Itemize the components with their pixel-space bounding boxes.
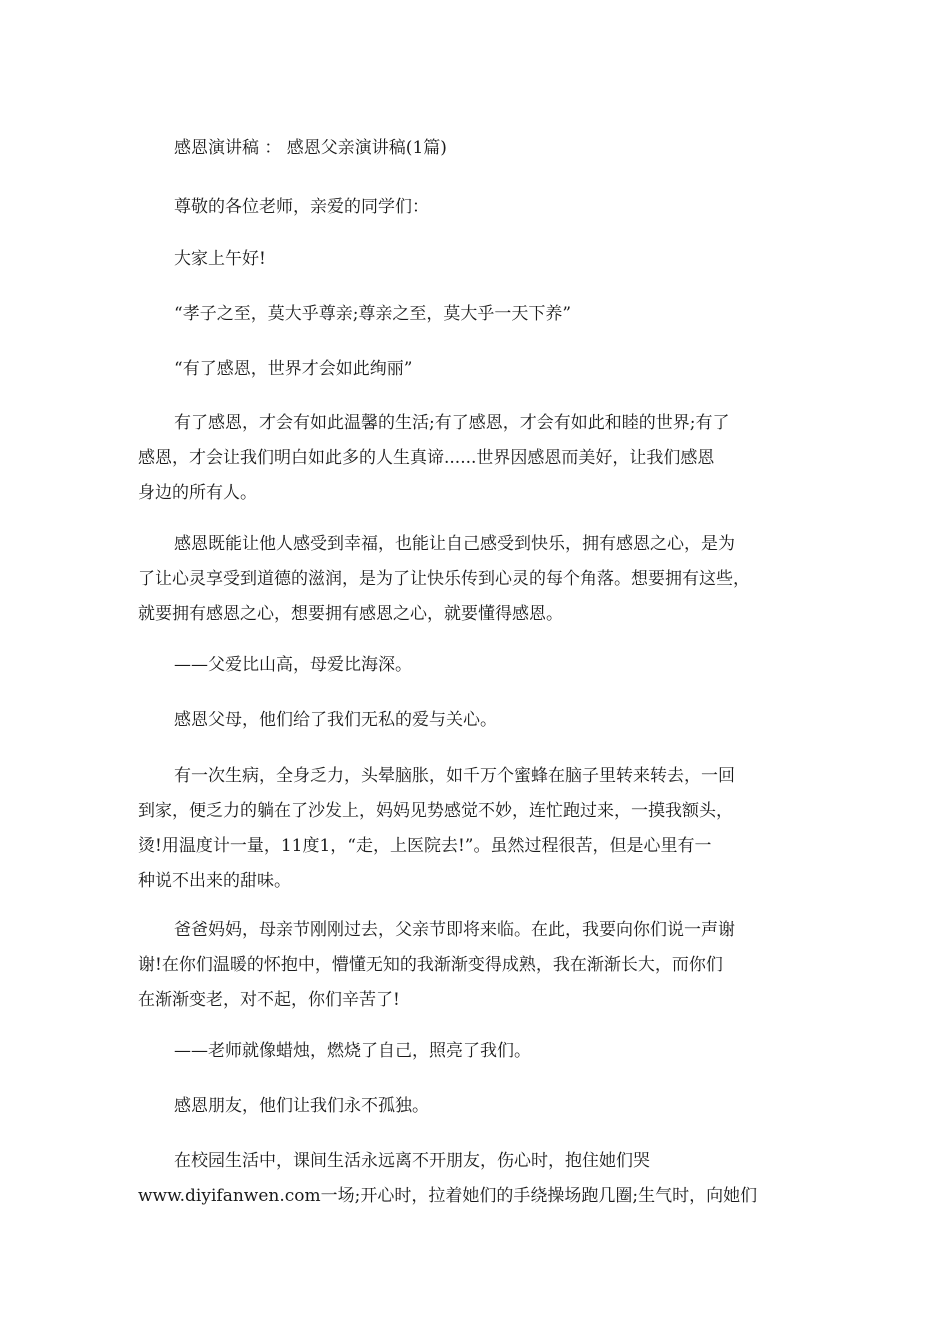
section-heading-teachers: ——老师就像蜡烛，燃烧了自己，照亮了我们。 <box>174 1041 531 1061</box>
paragraph-5-line: www.diyifanwen.com一场;开心时，拉着她们的手绕操场跑几圈;生气时，向她们 <box>138 1186 758 1206</box>
paragraph-3-line: 烫!用温度计一量，11度1，“走，上医院去!”。虽然过程很苦，但是心里有一 <box>138 836 712 856</box>
section-subtitle-parents: 感恩父母，他们给了我们无私的爱与关心。 <box>174 710 497 730</box>
paragraph-2-line: 感恩既能让他人感受到幸福，也能让自己感受到快乐，拥有感恩之心，是为 <box>174 534 735 554</box>
paragraph-2 <box>138 527 818 632</box>
paragraph-1 <box>138 406 818 511</box>
paragraph-1-line: 有了感恩，才会有如此温馨的生活;有了感恩，才会有如此和睦的世界;有了 <box>174 413 730 433</box>
greeting-line: 尊敬的各位老师，亲爱的同学们： <box>174 197 429 217</box>
quote-line-1: “孝子之至，莫大乎尊亲;尊亲之至，莫大乎一天下养” <box>174 304 572 324</box>
paragraph-4 <box>138 913 818 1018</box>
paragraph-1-line: 感恩，才会让我们明白如此多的人生真谛......世界因感恩而美好，让我们感恩 <box>138 448 715 468</box>
paragraph-3-line: 有一次生病，全身乏力，头晕脑胀，如千万个蜜蜂在脑子里转来转去，一回 <box>174 766 735 786</box>
paragraph-3-line: 到家，便乏力的躺在了沙发上，妈妈见势感觉不妙，连忙跑过来，一摸我额头， <box>138 801 733 821</box>
paragraph-5-line: 在校园生活中，课间生活永远离不开朋友，伤心时，抱住她们哭 <box>174 1151 650 1171</box>
paragraph-5 <box>138 1144 818 1214</box>
section-subtitle-friends: 感恩朋友，他们让我们永不孤独。 <box>174 1096 429 1116</box>
hello-line: 大家上午好! <box>174 249 266 269</box>
paragraph-4-line: 谢!在你们温暖的怀抱中，懵懂无知的我渐渐变得成熟，我在渐渐长大，而你们 <box>138 955 723 975</box>
paragraph-3-line: 种说不出来的甜味。 <box>138 871 291 891</box>
paragraph-4-line: 爸爸妈妈，母亲节刚刚过去，父亲节即将来临。在此，我要向你们说一声谢 <box>174 920 735 940</box>
paragraph-1-line: 身边的所有人。 <box>138 483 257 503</box>
section-heading-parents: ——父爱比山高，母爱比海深。 <box>174 655 412 675</box>
paragraph-3 <box>138 759 818 899</box>
quote-line-2: “有了感恩，世界才会如此绚丽” <box>174 359 413 379</box>
paragraph-4-line: 在渐渐变老，对不起，你们辛苦了! <box>138 990 400 1010</box>
paragraph-2-line: 就要拥有感恩之心，想要拥有感恩之心，就要懂得感恩。 <box>138 604 563 624</box>
document-title: 感恩演讲稿 ： 感恩父亲演讲稿(1篇) <box>174 138 447 158</box>
paragraph-2-line: 了让心灵享受到道德的滋润，是为了让快乐传到心灵的每个角落。想要拥有这些， <box>138 569 750 589</box>
